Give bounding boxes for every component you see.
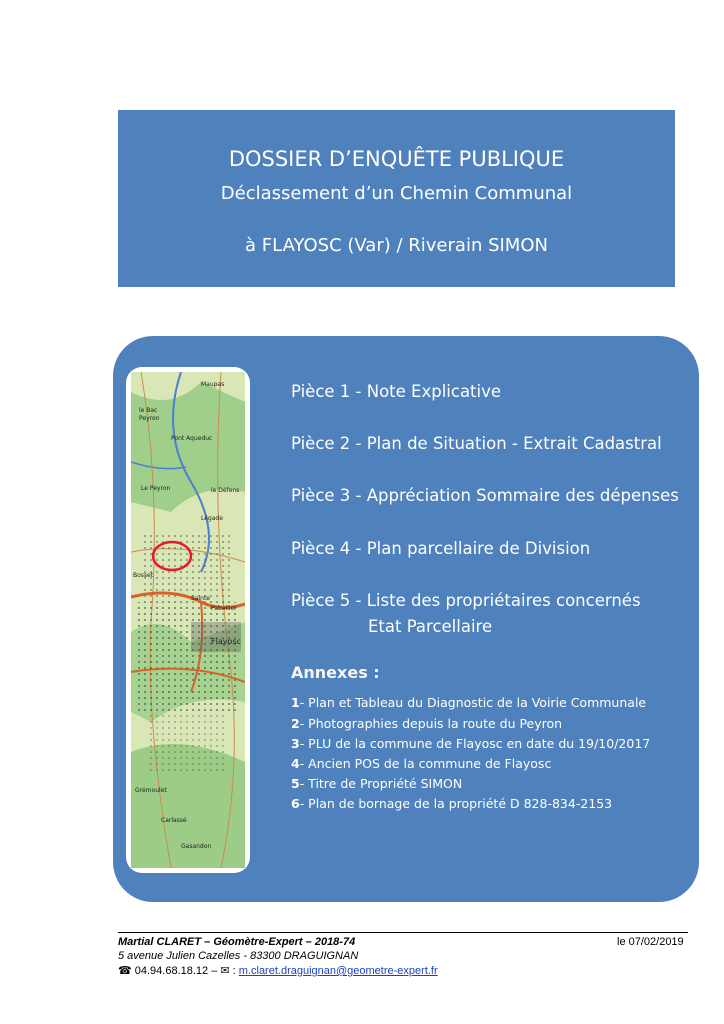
annex-item: 4- Ancien POS de la commune de Flayosc xyxy=(291,756,552,771)
map-label: le Défens xyxy=(211,487,240,494)
map-label: Légade xyxy=(201,515,223,522)
topographic-map-image xyxy=(131,372,245,868)
footer-address: 5 avenue Julien Cazelles - 83300 DRAGUIGNAN xyxy=(118,950,359,962)
footer-date: le 07/02/2019 xyxy=(617,936,684,948)
contents-panel xyxy=(113,336,699,902)
footer-contact xyxy=(118,964,438,977)
map-label: Grémoulet xyxy=(135,787,167,794)
piece-3: Pièce 3 - Appréciation Sommaire des dépenses xyxy=(291,486,679,505)
annex-item: 2- Photographies depuis la route du Peyron xyxy=(291,716,563,731)
map-label: Flayosc xyxy=(211,637,241,646)
annex-item: 6- Plan de bornage de la propriété D 828-834-2153 xyxy=(291,796,613,811)
piece-4: Pièce 4 - Plan parcellaire de Division xyxy=(291,539,591,558)
map-label: Maupas xyxy=(201,381,225,388)
map-label: Sainte xyxy=(191,595,210,602)
footer-email-link[interactable]: m.claret.draguignan@geometre-expert.fr xyxy=(238,965,438,977)
annex-item: 1- Plan et Tableau du Diagnostic de la Voirie Communale xyxy=(291,695,647,710)
piece-1: Pièce 1 - Note Explicative xyxy=(291,382,502,401)
piece-5-subtitle: Etat Parcellaire xyxy=(368,617,493,636)
annex-item: 5- Titre de Propriété SIMON xyxy=(291,776,463,791)
map-label: Le Peyron xyxy=(141,485,171,492)
map-label: Peyron xyxy=(139,415,160,422)
footer-phone: ☎ 04.94.68.18.12 – ✉ : xyxy=(118,965,239,977)
map-label: Pabellier xyxy=(211,605,237,612)
piece-5: Pièce 5 - Liste des propriétaires concernés xyxy=(291,591,641,610)
map-label: le Bac xyxy=(139,407,158,414)
map-label: Carlassé xyxy=(161,817,187,824)
title-banner xyxy=(118,110,675,287)
document-title: DOSSIER D’ENQUÊTE PUBLIQUE xyxy=(228,147,565,171)
situation-map xyxy=(126,367,250,873)
map-label: Bosset xyxy=(133,572,154,579)
footer-divider xyxy=(118,932,688,933)
footer-company: Martial CLARET – Géomètre-Expert – 2018-74 xyxy=(118,936,356,948)
map-label: Pont Aqueduc xyxy=(171,435,213,442)
document-location: à FLAYOSC (Var) / Riverain SIMON xyxy=(245,235,548,256)
annexes-heading: Annexes : xyxy=(291,663,380,682)
document-subtitle: Déclassement d’un Chemin Communal xyxy=(220,183,573,204)
annex-item: 3- PLU de la commune de Flayosc en date du 19/10/2017 xyxy=(291,736,651,751)
piece-2: Pièce 2 - Plan de Situation - Extrait Cadastral xyxy=(291,434,662,453)
map-label: Gasandon xyxy=(181,843,212,850)
